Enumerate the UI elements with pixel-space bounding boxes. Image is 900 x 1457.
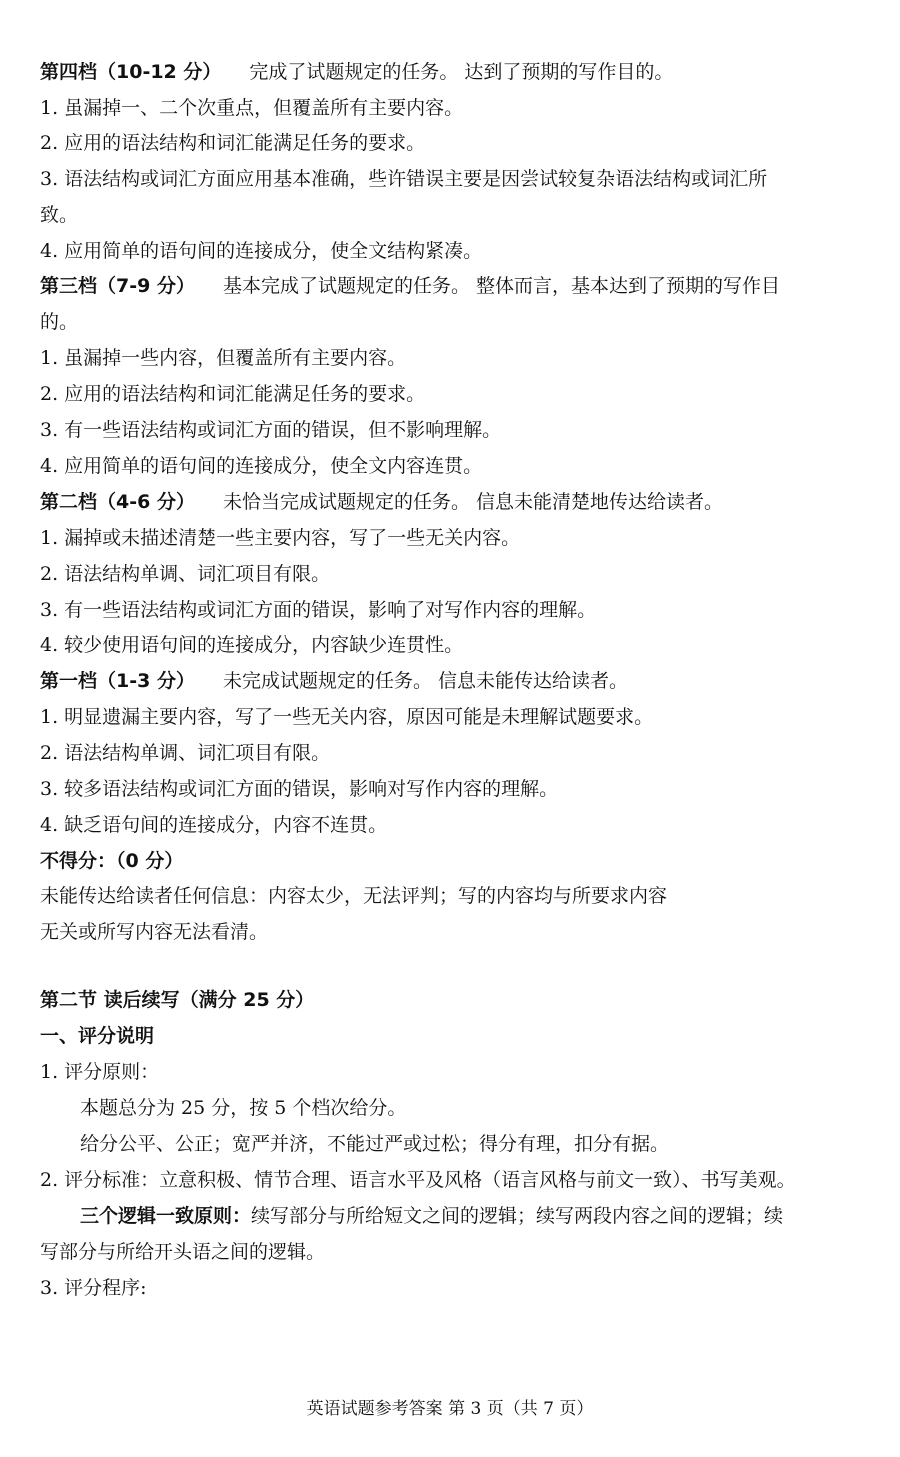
tier3-item: 2. 应用的语法结构和词汇能满足任务的要求。: [40, 383, 426, 405]
tier2-item: 1. 漏掉或未描述清楚一些主要内容，写了一些无关内容。: [40, 527, 521, 549]
logic-principle-label: 三个逻辑一致原则：: [80, 1205, 252, 1227]
scoring-procedure: 3. 评分程序:: [40, 1277, 147, 1299]
tier1-item: 1. 明显遗漏主要内容，写了一些无关内容，原因可能是未理解试题要求。: [40, 706, 654, 728]
logic-principle: [80, 1204, 870, 1228]
tier4-item: 4. 应用简单的语句间的连接成分，使全文结构紧凑。: [40, 240, 483, 262]
tier4-desc: 完成了试题规定的任务。 达到了预期的写作目的。: [249, 61, 674, 83]
tier0-title: 不得分：（0 分）: [40, 850, 184, 872]
scoring-standard: 2. 评分标准：立意积极、情节合理、语言水平及风格（语言风格与前文一致）、书写美观。: [40, 1169, 796, 1191]
section2-title: 第二节 读后续写（满分 25 分）: [40, 989, 315, 1011]
tier1-item: 2. 语法结构单调、词汇项目有限。: [40, 742, 331, 764]
tier2-item: 3. 有一些语法结构或词汇方面的错误，影响了对写作内容的理解。: [40, 599, 597, 621]
tier3-item: 1. 虽漏掉一些内容，但覆盖所有主要内容。: [40, 347, 407, 369]
principle-label: 1. 评分原则：: [40, 1061, 160, 1083]
tier2-item: 4. 较少使用语句间的连接成分，内容缺少连贯性。: [40, 634, 464, 656]
tier4-item: 致。: [40, 204, 79, 226]
logic-principle-text: 续写部分与所给短文之间的逻辑；续写两段内容之间的逻辑；续: [251, 1205, 784, 1227]
tier3-desc: 基本完成了试题规定的任务。 整体而言，基本达到了预期的写作目: [222, 275, 780, 297]
tier4-title: 第四档（10-12 分）: [40, 61, 222, 83]
tier2-header: [40, 490, 870, 514]
tier3-desc-cont: 的。: [40, 311, 79, 333]
tier3-item: 4. 应用简单的语句间的连接成分，使全文内容连贯。: [40, 455, 483, 477]
tier2-title: 第二档（4-6 分）: [40, 491, 195, 513]
tier1-title: 第一档（1-3 分）: [40, 670, 195, 692]
tier4-item: 1. 虽漏掉一、二个次重点，但覆盖所有主要内容。: [40, 97, 464, 119]
tier1-desc: 未完成试题规定的任务。 信息未能传达给读者。: [222, 670, 628, 692]
tier1-header: [40, 669, 870, 693]
logic-principle-cont: 写部分与所给开头语之间的逻辑。: [40, 1241, 326, 1263]
principle-line: 给分公平、公正；宽严并济，不能过严或过松；得分有理，扣分有据。: [80, 1133, 670, 1155]
tier3-header: [40, 274, 870, 298]
tier0-line: 无关或所写内容无法看清。: [40, 921, 269, 943]
tier4-item: 3. 语法结构或词汇方面应用基本准确，些许错误主要是因尝试较复杂语法结构或词汇所: [40, 168, 768, 190]
tier3-item: 3. 有一些语法结构或词汇方面的错误，但不影响理解。: [40, 419, 502, 441]
tier1-item: 4. 缺乏语句间的连接成分，内容不连贯。: [40, 814, 388, 836]
tier2-desc: 未恰当完成试题规定的任务。 信息未能清楚地传达给读者。: [222, 491, 723, 513]
tier2-item: 2. 语法结构单调、词汇项目有限。: [40, 563, 331, 585]
tier1-item: 3. 较多语法结构或词汇方面的错误，影响对写作内容的理解。: [40, 778, 559, 800]
tier0-line: 未能传达给读者任何信息：内容太少，无法评判；写的内容均与所要求内容: [40, 885, 668, 907]
section2-heading: 一、评分说明: [40, 1025, 155, 1047]
page-footer: 英语试题参考答案 第 3 页（共 7 页）: [306, 1399, 594, 1419]
tier4-item: 2. 应用的语法结构和词汇能满足任务的要求。: [40, 132, 426, 154]
tier4-header: [40, 60, 870, 84]
principle-line: 本题总分为 25 分，按 5 个档次给分。: [80, 1097, 407, 1119]
tier3-title: 第三档（7-9 分）: [40, 275, 195, 297]
